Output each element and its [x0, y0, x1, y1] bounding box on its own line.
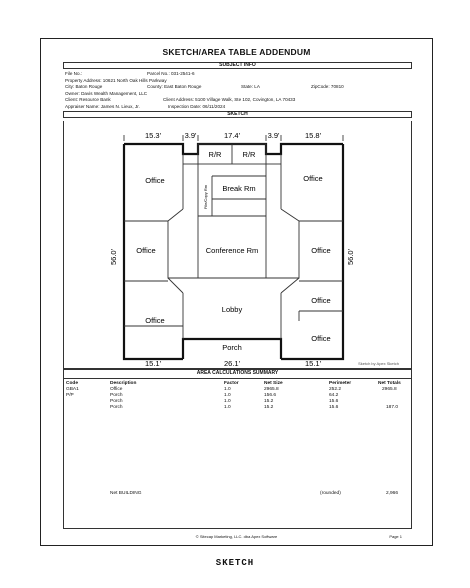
- county: County: East Baton Rouge: [147, 84, 202, 89]
- sketch-header: SKETCH: [63, 111, 412, 118]
- zip-code: ZipCode: 70810: [311, 84, 344, 89]
- area-calculations: AREA CALCULATIONS SUMMARY Code Description Factor Net Size Perimeter Net Totals GBA1 Office 1.0 2965.8 252.2 2965.8 P/P Porch 1.0 156.6 64.2 Porch 1.0 15.2 15.6 Porch 1.0 15.2 15.6 187.0 Net BUILDING (rounded) 2,966: [63, 369, 412, 529]
- room-rr-2: R/R: [242, 150, 256, 159]
- room-porch: Porch: [222, 343, 242, 352]
- dim-top-gap-1: 3.9': [184, 131, 197, 140]
- room-office-mid-left: Office: [136, 246, 156, 255]
- addendum-page: [40, 38, 433, 546]
- floor-plan: [64, 121, 411, 368]
- col-code: Code: [66, 381, 78, 386]
- col-perimeter: Perimeter: [329, 381, 352, 386]
- room-break: Break Rm: [222, 184, 256, 193]
- dim-top-left: 15.3': [144, 131, 162, 140]
- col-net-totals: Net Totals: [378, 381, 401, 386]
- parcel-no: Parcel No.: 031-2541-6: [147, 71, 195, 76]
- col-factor: Factor: [224, 381, 239, 386]
- addendum-title: SKETCH/AREA TABLE ADDENDUM: [162, 47, 311, 57]
- sketch-area: [63, 121, 412, 369]
- property-address: Property Address: 10621 North Oak Hills Parkway: [65, 77, 167, 83]
- appraiser-name: Appraiser Name: James N. Lieux, Jr.: [65, 103, 140, 109]
- dim-bottom-left: 15.1': [144, 359, 162, 368]
- copyright: © Sitecap Marketing, LLC. dba Apex Software: [195, 534, 278, 539]
- dim-right: 56.0': [346, 248, 355, 266]
- room-office-bottom-right-1: Office: [311, 296, 331, 305]
- subject-info-header: SUBJECT INFO: [63, 62, 412, 69]
- room-file-copy: File/Copy Rm: [203, 184, 208, 210]
- footer: [41, 534, 432, 539]
- dim-top-mid: 17.4': [223, 131, 241, 140]
- bottom-sketch-label: SKETCH: [215, 558, 255, 568]
- file-no: File No.:: [65, 71, 83, 76]
- room-office-bottom-right-2: Office: [311, 334, 331, 343]
- client-address: Client Address: 5100 Village Walk, Ste 102, Covington, LA 70433: [163, 97, 296, 102]
- state: State: LA: [241, 84, 260, 89]
- room-office-mid-right: Office: [311, 246, 331, 255]
- sketch-credit: Sketch by Apex Sketch: [358, 361, 399, 366]
- dim-top-right: 15.8': [304, 131, 322, 140]
- col-net-size: Net Size: [264, 381, 283, 386]
- page-number: Page 1: [389, 534, 402, 539]
- room-office-top-right: Office: [303, 174, 323, 183]
- room-conference: Conference Rm: [205, 246, 259, 255]
- net-building-label: Net BUILDING: [110, 491, 142, 496]
- client: Client: Resource Bank: [65, 97, 111, 102]
- room-office-top-left: Office: [145, 176, 165, 185]
- dim-top-gap-2: 3.9': [267, 131, 280, 140]
- dim-bottom-mid: 26.1': [223, 359, 241, 368]
- rounded-label: (rounded): [320, 491, 341, 496]
- owner: Owner: Davis Wealth Management, LLC: [65, 90, 148, 96]
- room-office-bottom-left: Office: [145, 316, 165, 325]
- calc-header: AREA CALCULATIONS SUMMARY: [196, 370, 279, 376]
- room-lobby: Lobby: [221, 305, 243, 314]
- city: City: Baton Rouge: [65, 84, 103, 89]
- col-description: Description: [110, 381, 137, 386]
- dim-bottom-right: 15.1': [304, 359, 322, 368]
- net-building-total: 2,966: [386, 491, 399, 496]
- inspection-date: Inspection Date: 06/11/2024: [168, 103, 226, 109]
- room-rr-1: R/R: [208, 150, 222, 159]
- dim-left: 56.0': [109, 248, 118, 266]
